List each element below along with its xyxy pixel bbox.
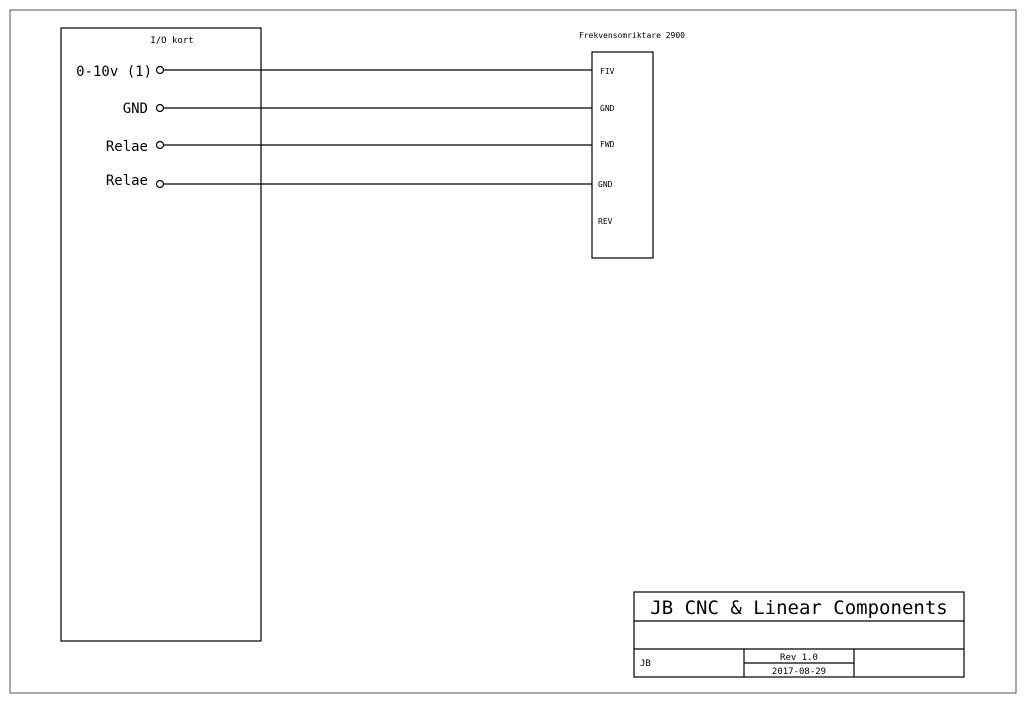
title-block-date: 2017-08-29 <box>771 667 827 677</box>
io-card <box>61 28 261 641</box>
title-block-revision: Rev 1.0 <box>780 653 818 663</box>
wires <box>164 70 592 184</box>
title-block-author: JB <box>640 659 651 669</box>
drawing-border <box>10 10 1016 693</box>
vfd-pin-gnd-2: GND <box>598 180 613 189</box>
vfd-pin-fwd: FWD <box>600 140 615 149</box>
vfd-title: Frekvensomriktare 2900 <box>579 31 685 40</box>
io-pin-label-relae-2: Relae <box>105 173 148 189</box>
title-block <box>634 592 964 677</box>
io-card-title: I/O kort <box>150 36 194 46</box>
vfd-pin-rev: REV <box>598 217 613 226</box>
io-pin-terminal <box>157 181 164 188</box>
title-block-company: JB CNC & Linear Components <box>650 597 948 619</box>
io-pin-terminal <box>157 67 164 74</box>
vfd <box>579 31 685 258</box>
io-pin-label-relae-1: Relae <box>105 139 148 155</box>
vfd-box <box>592 52 653 258</box>
vfd-pin-gnd: GND <box>600 104 615 113</box>
vfd-pin-fiv: FIV <box>600 67 615 76</box>
io-pin-label-0-10v: 0-10v (1) <box>76 64 152 80</box>
io-pin-terminal <box>157 142 164 149</box>
io-card-box <box>61 28 261 641</box>
io-pin-label-gnd: GND <box>122 101 148 117</box>
io-pin-terminal <box>157 105 164 112</box>
